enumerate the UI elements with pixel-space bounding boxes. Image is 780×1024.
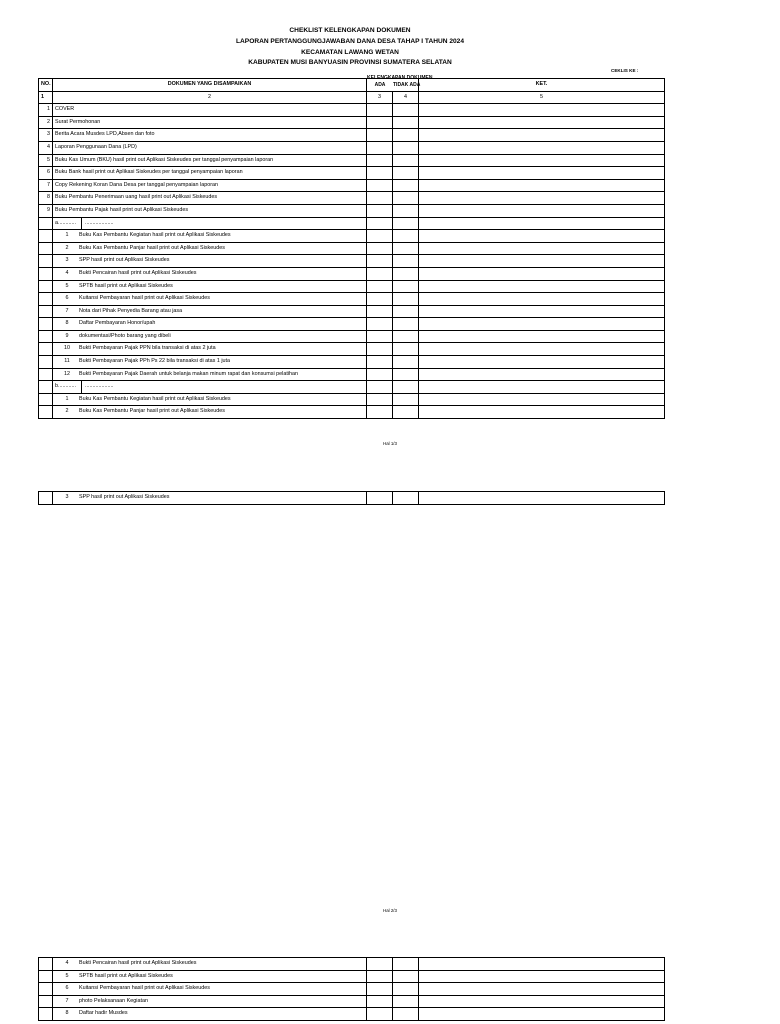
ada-checkbox-cell[interactable] bbox=[367, 104, 393, 117]
tidak-ada-checkbox-cell[interactable] bbox=[393, 217, 419, 230]
table-row bbox=[39, 167, 665, 180]
row-number: 2 bbox=[39, 116, 53, 129]
tidak-ada-checkbox-cell[interactable] bbox=[393, 116, 419, 129]
ada-checkbox-cell[interactable] bbox=[367, 179, 393, 192]
ada-checkbox-cell[interactable] bbox=[367, 267, 393, 280]
sub-item-number: 3 bbox=[65, 494, 69, 500]
row-number-empty bbox=[39, 318, 53, 331]
keterangan-cell[interactable] bbox=[419, 1008, 665, 1021]
row-sub-document bbox=[53, 330, 367, 343]
tidak-ada-checkbox-cell[interactable] bbox=[393, 167, 419, 180]
ada-checkbox-cell[interactable] bbox=[367, 356, 393, 369]
col-num-2: 2 bbox=[53, 91, 367, 104]
table-row bbox=[39, 242, 665, 255]
row-number: 5 bbox=[39, 154, 53, 167]
section-label-cell bbox=[53, 381, 367, 394]
row-number-empty bbox=[39, 305, 53, 318]
row-number-empty bbox=[39, 368, 53, 381]
row-sub-document bbox=[53, 1008, 367, 1021]
ada-checkbox-cell[interactable] bbox=[367, 492, 393, 505]
table-row bbox=[39, 305, 665, 318]
sub-item-text: SPP hasil print out Aplikasi Siskeudes bbox=[79, 257, 170, 264]
table-row bbox=[39, 179, 665, 192]
tidak-ada-checkbox-cell[interactable] bbox=[393, 343, 419, 356]
table-row bbox=[39, 230, 665, 243]
row-sub-document bbox=[53, 492, 367, 505]
sub-item-number: 6 bbox=[65, 985, 69, 992]
keterangan-cell[interactable] bbox=[419, 204, 665, 217]
page-number-1: Hal 1/3 bbox=[383, 441, 397, 446]
table-row bbox=[39, 356, 665, 369]
tidak-ada-checkbox-cell[interactable] bbox=[393, 381, 419, 394]
keterangan-cell[interactable] bbox=[419, 393, 665, 406]
sub-item-number: 2 bbox=[65, 408, 69, 415]
table-row bbox=[39, 330, 665, 343]
table-row bbox=[39, 983, 665, 996]
tidak-ada-checkbox-cell[interactable] bbox=[393, 267, 419, 280]
table-row bbox=[39, 104, 665, 117]
row-number-empty bbox=[39, 958, 53, 971]
sub-item-text: Bukti Pencairan hasil print out Aplikasi Siskeudes bbox=[79, 269, 197, 276]
table-row bbox=[39, 293, 665, 306]
row-sub-document bbox=[53, 393, 367, 406]
tidak-ada-checkbox-cell[interactable] bbox=[393, 242, 419, 255]
sub-item-text: Buku Kas Pembantu Kegiatan hasil print out Aplikasi Siskeudes bbox=[79, 232, 231, 239]
row-sub-document bbox=[53, 255, 367, 268]
table-row bbox=[39, 970, 665, 983]
keterangan-cell[interactable] bbox=[419, 958, 665, 971]
section-label-cell bbox=[53, 217, 367, 230]
sub-item-text: Kuitansi Pembayaran hasil print out Aplikasi Siskeudes bbox=[79, 295, 210, 302]
tidak-ada-checkbox-cell[interactable] bbox=[393, 368, 419, 381]
keterangan-cell[interactable] bbox=[419, 280, 665, 293]
doc-title: CHEKLIST KELENGKAPAN DOKUMEN bbox=[289, 27, 411, 34]
sub-item-text: Bukti Pencairan hasil print out Aplikasi Siskeudes bbox=[79, 960, 197, 966]
row-number-empty bbox=[39, 255, 53, 268]
row-number-empty bbox=[39, 356, 53, 369]
sub-item-text: dokumentasi/Photo barang yang dibeli bbox=[79, 332, 171, 339]
keterangan-cell[interactable] bbox=[419, 293, 665, 306]
ceklis-label: CEKLIS KE : bbox=[611, 68, 639, 73]
row-number: 3 bbox=[39, 129, 53, 142]
sub-item-text: Buku Kas Pembantu Kegiatan hasil print out Aplikasi Siskeudes bbox=[79, 395, 231, 402]
tidak-ada-checkbox-cell[interactable] bbox=[393, 970, 419, 983]
sub-item-number: 9 bbox=[65, 332, 69, 339]
table-row bbox=[39, 406, 665, 419]
col-kelengkapan-header bbox=[367, 75, 433, 92]
col-dokumen-header: DOKUMEN YANG DISAMPAIKAN bbox=[53, 79, 367, 92]
row-number-empty bbox=[39, 343, 53, 356]
ada-checkbox-cell[interactable] bbox=[367, 970, 393, 983]
ada-checkbox-cell[interactable] bbox=[367, 192, 393, 205]
keterangan-cell[interactable] bbox=[419, 230, 665, 243]
sub-item-text: SPTB hasil print out Aplikasi Siskeudes bbox=[79, 972, 173, 979]
table-row bbox=[39, 995, 665, 1008]
col-no-header: NO. bbox=[39, 79, 53, 92]
row-sub-document bbox=[53, 318, 367, 331]
ada-checkbox-cell[interactable] bbox=[367, 141, 393, 154]
row-number-empty bbox=[39, 230, 53, 243]
section-dots: ................... bbox=[85, 219, 114, 226]
row-sub-document bbox=[53, 230, 367, 243]
sub-item-number: 5 bbox=[65, 282, 69, 289]
checklist-table-page2 bbox=[38, 491, 665, 505]
ada-checkbox-cell[interactable] bbox=[367, 230, 393, 243]
row-document: Buku Kas Umum (BKU) hasil print out Aplikasi Siskeudes per tanggal penyampaian laporan bbox=[53, 154, 367, 167]
table-row bbox=[39, 1008, 665, 1021]
table-row bbox=[39, 492, 665, 505]
row-number-empty bbox=[39, 280, 53, 293]
col-ada-header: ADA bbox=[374, 82, 386, 88]
tidak-ada-checkbox-cell[interactable] bbox=[393, 129, 419, 142]
row-number: 7 bbox=[39, 179, 53, 192]
sub-item-text: SPP hasil print out Aplikasi Siskeudes bbox=[79, 494, 170, 500]
table-row bbox=[39, 255, 665, 268]
section-label: b............ bbox=[55, 381, 82, 393]
ada-checkbox-cell[interactable] bbox=[367, 318, 393, 331]
tidak-ada-checkbox-cell[interactable] bbox=[393, 492, 419, 505]
row-number-empty bbox=[39, 1008, 53, 1021]
tidak-ada-checkbox-cell[interactable] bbox=[393, 192, 419, 205]
sub-item-text: Kuitansi Pembayaran hasil print out Aplikasi Siskeudes bbox=[79, 985, 210, 992]
ada-checkbox-cell[interactable] bbox=[367, 381, 393, 394]
sub-item-number: 4 bbox=[65, 269, 69, 276]
table-row bbox=[39, 267, 665, 280]
section-label: a............ bbox=[55, 218, 82, 230]
ada-checkbox-cell[interactable] bbox=[367, 995, 393, 1008]
ada-checkbox-cell[interactable] bbox=[367, 154, 393, 167]
row-sub-document bbox=[53, 280, 367, 293]
ada-checkbox-cell[interactable] bbox=[367, 368, 393, 381]
tidak-ada-checkbox-cell[interactable] bbox=[393, 104, 419, 117]
checklist-table-page1 bbox=[38, 75, 665, 419]
keterangan-cell[interactable] bbox=[419, 983, 665, 996]
sub-item-text: Bukti Pembayaran Pajak PPN bila transaksi di atas 2 juta bbox=[79, 345, 216, 352]
kelengkapan-label: KELENGKAPAN DOKUMEN bbox=[367, 75, 433, 81]
row-number-empty bbox=[39, 381, 53, 394]
row-document: Berita Acara Musdes LPD,Absen dan foto bbox=[53, 129, 367, 142]
row-sub-document bbox=[53, 970, 367, 983]
row-number-empty bbox=[39, 970, 53, 983]
row-sub-document bbox=[53, 983, 367, 996]
sub-item-number: 2 bbox=[65, 244, 69, 251]
tidak-ada-checkbox-cell[interactable] bbox=[393, 293, 419, 306]
keterangan-cell[interactable] bbox=[419, 318, 665, 331]
ada-checkbox-cell[interactable] bbox=[367, 255, 393, 268]
row-sub-document bbox=[53, 242, 367, 255]
keterangan-cell[interactable] bbox=[419, 179, 665, 192]
keterangan-cell[interactable] bbox=[419, 343, 665, 356]
tidak-ada-checkbox-cell[interactable] bbox=[393, 305, 419, 318]
row-sub-document bbox=[53, 995, 367, 1008]
keterangan-cell[interactable] bbox=[419, 141, 665, 154]
row-sub-document bbox=[53, 406, 367, 419]
table-row bbox=[39, 141, 665, 154]
ada-checkbox-cell[interactable] bbox=[367, 958, 393, 971]
row-number: 1 bbox=[39, 104, 53, 117]
row-number-empty bbox=[39, 217, 53, 230]
row-number: 6 bbox=[39, 167, 53, 180]
tidak-ada-checkbox-cell[interactable] bbox=[393, 958, 419, 971]
sub-item-text: Daftar Pembayaran Honor/upah bbox=[79, 320, 156, 327]
table-row bbox=[39, 280, 665, 293]
sub-item-text: Bukti Pembayaran Pajak Daerah untuk belanja makan minum rapat dan konsumsi pelatihan bbox=[79, 370, 299, 377]
tidak-ada-checkbox-cell[interactable] bbox=[393, 255, 419, 268]
doc-kecamatan: KECAMATAN LAWANG WETAN bbox=[301, 49, 399, 56]
sub-item-number: 4 bbox=[65, 960, 69, 966]
ada-checkbox-cell[interactable] bbox=[367, 983, 393, 996]
row-number-empty bbox=[39, 330, 53, 343]
keterangan-cell[interactable] bbox=[419, 242, 665, 255]
ada-checkbox-cell[interactable] bbox=[367, 1008, 393, 1021]
row-number-empty bbox=[39, 293, 53, 306]
row-number-empty bbox=[39, 983, 53, 996]
keterangan-cell[interactable] bbox=[419, 305, 665, 318]
row-sub-document bbox=[53, 305, 367, 318]
row-document: Copy Rekening Koran Dana Desa per tanggal penyampaian laporan bbox=[53, 179, 367, 192]
table-row bbox=[39, 958, 665, 971]
keterangan-cell[interactable] bbox=[419, 492, 665, 505]
row-number: 8 bbox=[39, 192, 53, 205]
tidak-ada-checkbox-cell[interactable] bbox=[393, 230, 419, 243]
tidak-ada-checkbox-cell[interactable] bbox=[393, 318, 419, 331]
sub-item-number: 3 bbox=[65, 257, 69, 264]
table-row bbox=[39, 116, 665, 129]
table-row bbox=[39, 343, 665, 356]
row-number-empty bbox=[39, 492, 53, 505]
ada-checkbox-cell[interactable] bbox=[367, 305, 393, 318]
col-num-4: 4 bbox=[393, 91, 419, 104]
sub-item-number: 10 bbox=[64, 345, 70, 352]
keterangan-cell[interactable] bbox=[419, 368, 665, 381]
keterangan-cell[interactable] bbox=[419, 255, 665, 268]
sub-item-text: Bukti Pembayaran Pajak PPh Ps 22 bila transaksi di atas 1 juta bbox=[79, 358, 231, 365]
ada-checkbox-cell[interactable] bbox=[367, 293, 393, 306]
table-header-row bbox=[39, 79, 665, 92]
row-number-empty bbox=[39, 393, 53, 406]
tidak-ada-checkbox-cell[interactable] bbox=[393, 983, 419, 996]
ada-checkbox-cell[interactable] bbox=[367, 242, 393, 255]
sub-item-number: 12 bbox=[64, 370, 70, 377]
tidak-ada-checkbox-cell[interactable] bbox=[393, 280, 419, 293]
sub-item-number: 1 bbox=[65, 395, 69, 402]
sub-item-text: Buku Kas Pembantu Panjar hasil print out Aplikasi Siskeudes bbox=[79, 244, 225, 251]
row-document: Buku Bank hasil print out Aplikasi Siskeudes per tanggal penyampaian laporan bbox=[53, 167, 367, 180]
column-number-row bbox=[39, 91, 665, 104]
col-num-1: 1 bbox=[39, 91, 53, 104]
tidak-ada-checkbox-cell[interactable] bbox=[393, 393, 419, 406]
keterangan-cell[interactable] bbox=[419, 192, 665, 205]
doc-kabupaten: KABUPATEN MUSI BANYUASIN PROVINSI SUMATERA SELATAN bbox=[248, 59, 452, 66]
row-sub-document bbox=[53, 958, 367, 971]
sub-item-number: 7 bbox=[65, 307, 69, 314]
table-row bbox=[39, 393, 665, 406]
keterangan-cell[interactable] bbox=[419, 330, 665, 343]
row-sub-document bbox=[53, 293, 367, 306]
table-row bbox=[39, 368, 665, 381]
ada-checkbox-cell[interactable] bbox=[367, 116, 393, 129]
ada-checkbox-cell[interactable] bbox=[367, 204, 393, 217]
row-document: COVER bbox=[53, 104, 367, 117]
sub-item-number: 1 bbox=[65, 232, 69, 239]
row-number-empty bbox=[39, 267, 53, 280]
row-number: 4 bbox=[39, 141, 53, 154]
tidak-ada-checkbox-cell[interactable] bbox=[393, 995, 419, 1008]
keterangan-cell[interactable] bbox=[419, 154, 665, 167]
keterangan-cell[interactable] bbox=[419, 995, 665, 1008]
table-row bbox=[39, 129, 665, 142]
col-ket-header: KET. bbox=[419, 79, 665, 92]
sub-item-text: SPTB hasil print out Aplikasi Siskeudes bbox=[79, 282, 173, 289]
ada-checkbox-cell[interactable] bbox=[367, 280, 393, 293]
col-tidak-ada-header: TIDAK ADA bbox=[393, 82, 421, 88]
sub-item-number: 7 bbox=[65, 997, 69, 1004]
row-number-empty bbox=[39, 406, 53, 419]
section-row bbox=[39, 217, 665, 230]
tidak-ada-checkbox-cell[interactable] bbox=[393, 330, 419, 343]
section-dots: ................... bbox=[85, 383, 114, 390]
ada-checkbox-cell[interactable] bbox=[367, 406, 393, 419]
keterangan-cell[interactable] bbox=[419, 129, 665, 142]
sub-item-text: Daftar hadir Musdes bbox=[79, 1010, 128, 1017]
tidak-ada-checkbox-cell[interactable] bbox=[393, 1008, 419, 1021]
keterangan-cell[interactable] bbox=[419, 970, 665, 983]
keterangan-cell[interactable] bbox=[419, 356, 665, 369]
sub-item-number: 8 bbox=[65, 320, 69, 327]
keterangan-cell[interactable] bbox=[419, 116, 665, 129]
page-number-2: Hal 2/3 bbox=[383, 908, 397, 913]
row-sub-document bbox=[53, 343, 367, 356]
row-number: 9 bbox=[39, 204, 53, 217]
ada-checkbox-cell[interactable] bbox=[367, 217, 393, 230]
ada-checkbox-cell[interactable] bbox=[367, 167, 393, 180]
keterangan-cell[interactable] bbox=[419, 217, 665, 230]
doc-subtitle: LAPORAN PERTANGGUNGJAWABAN DANA DESA TAHAP I TAHUN 2024 bbox=[236, 38, 464, 45]
tidak-ada-checkbox-cell[interactable] bbox=[393, 154, 419, 167]
sub-item-text: Buku Kas Pembantu Panjar hasil print out Aplikasi Siskeudes bbox=[79, 408, 225, 415]
row-sub-document bbox=[53, 368, 367, 381]
row-sub-document bbox=[53, 356, 367, 369]
sub-item-number: 11 bbox=[64, 358, 70, 365]
sub-item-text: Nota dari Pihak Penyedia Barang atau jasa bbox=[79, 307, 183, 314]
checklist-table-page3 bbox=[38, 957, 665, 1021]
tidak-ada-checkbox-cell[interactable] bbox=[393, 204, 419, 217]
tidak-ada-checkbox-cell[interactable] bbox=[393, 406, 419, 419]
row-document: Buku Pembantu Pajak hasil print out Aplikasi Siskeudes bbox=[53, 204, 367, 217]
table-row bbox=[39, 154, 665, 167]
section-row bbox=[39, 381, 665, 394]
sub-item-number: 8 bbox=[65, 1010, 69, 1017]
row-number-empty bbox=[39, 995, 53, 1008]
table-row bbox=[39, 192, 665, 205]
tidak-ada-checkbox-cell[interactable] bbox=[393, 179, 419, 192]
keterangan-cell[interactable] bbox=[419, 381, 665, 394]
sub-item-text: photo Pelaksanaan Kegiatan bbox=[79, 997, 148, 1004]
row-document: Buku Pembantu Penerimaan uang hasil print out Aplikasi Siskeudes bbox=[53, 192, 367, 205]
ada-checkbox-cell[interactable] bbox=[367, 330, 393, 343]
sub-item-number: 5 bbox=[65, 972, 69, 979]
col-num-5: 5 bbox=[419, 91, 665, 104]
row-sub-document bbox=[53, 267, 367, 280]
keterangan-cell[interactable] bbox=[419, 167, 665, 180]
col-num-3: 3 bbox=[367, 91, 393, 104]
keterangan-cell[interactable] bbox=[419, 267, 665, 280]
row-document: Surat Permohonan bbox=[53, 116, 367, 129]
tidak-ada-checkbox-cell[interactable] bbox=[393, 356, 419, 369]
keterangan-cell[interactable] bbox=[419, 104, 665, 117]
table-row bbox=[39, 204, 665, 217]
row-number-empty bbox=[39, 242, 53, 255]
keterangan-cell[interactable] bbox=[419, 406, 665, 419]
ada-checkbox-cell[interactable] bbox=[367, 393, 393, 406]
tidak-ada-checkbox-cell[interactable] bbox=[393, 141, 419, 154]
ada-checkbox-cell[interactable] bbox=[367, 129, 393, 142]
row-document: Laporan Penggunaan Dana (LPD) bbox=[53, 141, 367, 154]
ada-checkbox-cell[interactable] bbox=[367, 343, 393, 356]
sub-item-number: 6 bbox=[65, 295, 69, 302]
table-row bbox=[39, 318, 665, 331]
